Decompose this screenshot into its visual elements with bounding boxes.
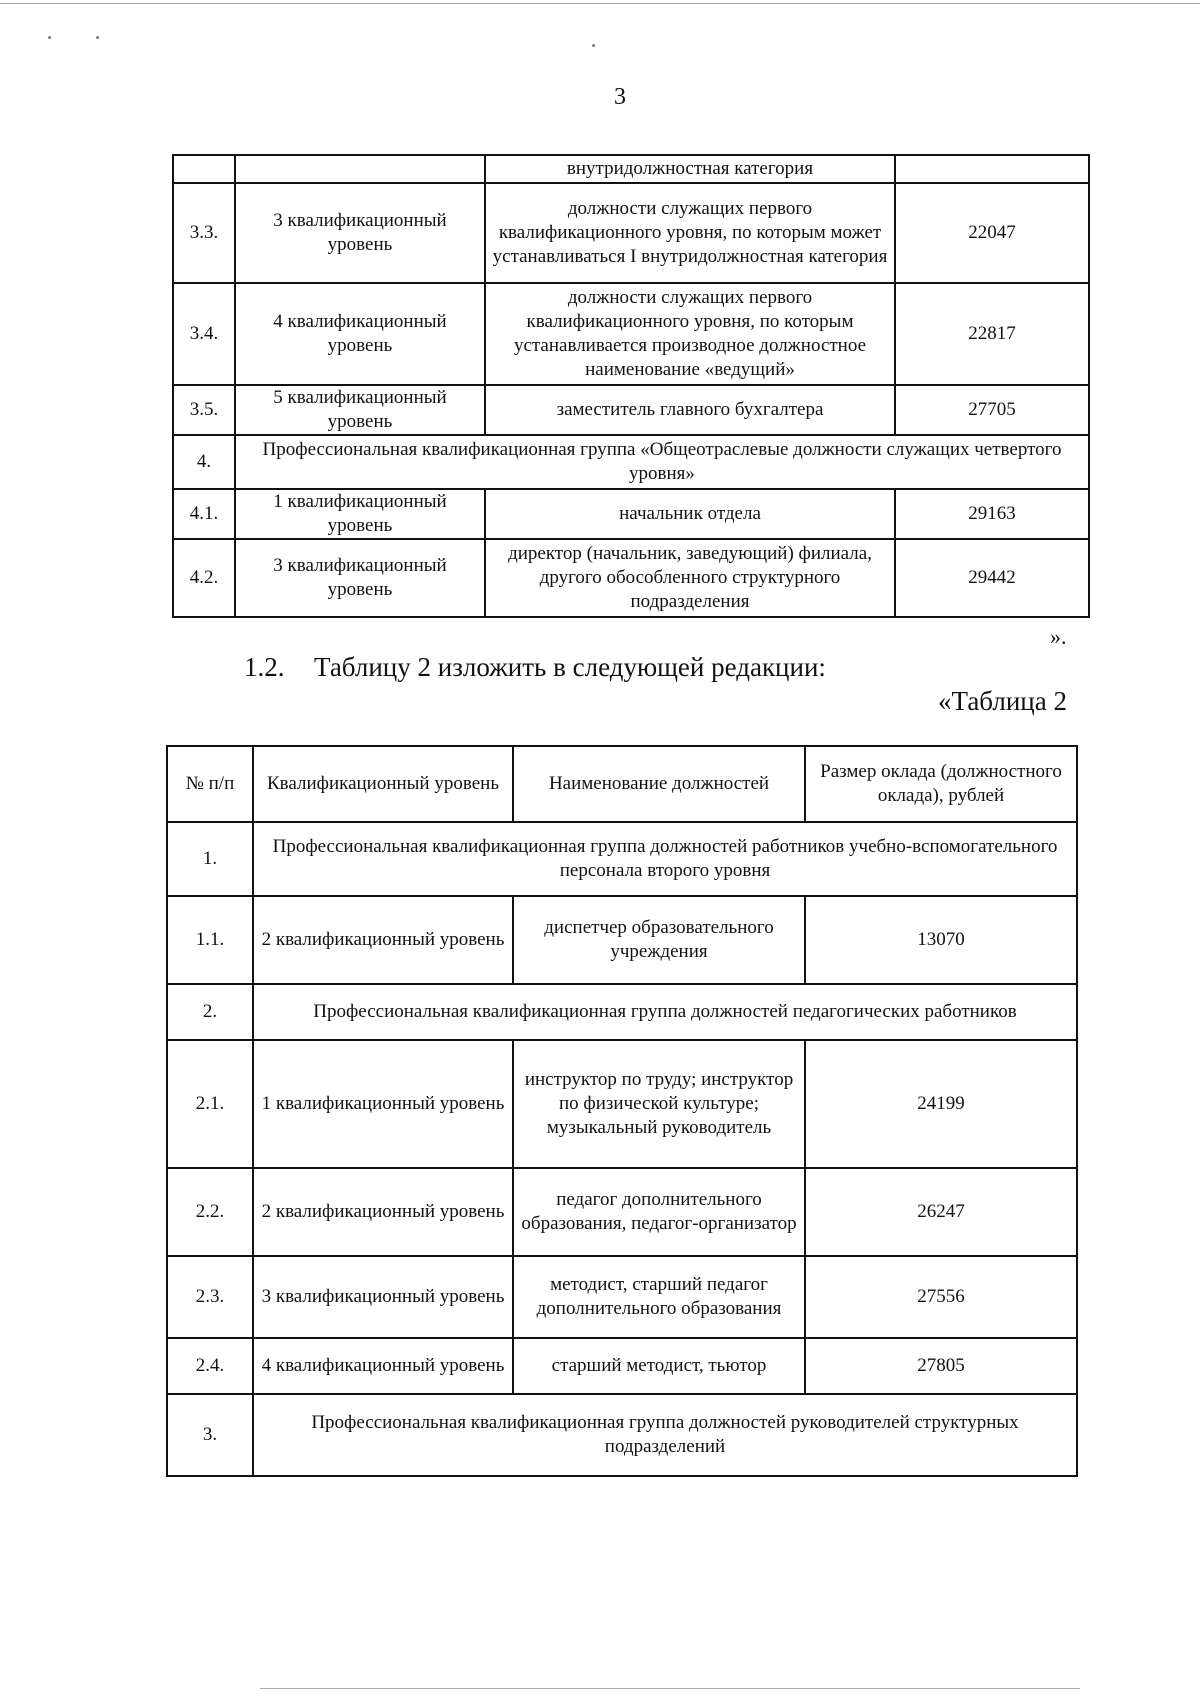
qualification-level: 3 квалификационный уровень	[235, 539, 485, 617]
group-row	[167, 984, 1077, 1040]
column-header: Квалификационный уровень	[253, 746, 513, 822]
table-row	[173, 155, 1089, 183]
row-number: 2.2.	[167, 1168, 253, 1256]
row-number: 2.3.	[167, 1256, 253, 1338]
position-names: методист, старший педагог дополнительного образования	[513, 1256, 805, 1338]
page-number: 3	[614, 84, 626, 110]
scan-speck	[96, 36, 99, 39]
position-names: должности служащих первого квалификационного уровня, по которым может устанавливаться I внутридолжностная категория	[485, 183, 895, 283]
group-row	[167, 822, 1077, 896]
table-caption: «Таблица 2	[938, 686, 1067, 716]
position-names: инструктор по труду; инструктор по физической культуре; музыкальный руководитель	[513, 1040, 805, 1168]
group-title: Профессиональная квалификационная группа должностей работников учебно-вспомогательного персонала второго уровня	[253, 822, 1077, 896]
table-2	[166, 745, 1078, 1477]
salary-value: 27705	[895, 385, 1089, 435]
salary-value: 24199	[805, 1040, 1077, 1168]
table-row	[173, 283, 1089, 385]
row-number: 1.1.	[167, 896, 253, 984]
row-number: 4.2.	[173, 539, 235, 617]
position-names: диспетчер образовательного учреждения	[513, 896, 805, 984]
row-number: 2.1.	[167, 1040, 253, 1168]
row-number: 2.	[167, 984, 253, 1040]
table-row	[173, 183, 1089, 283]
salary-value: 26247	[805, 1168, 1077, 1256]
row-number: 3.3.	[173, 183, 235, 283]
qualification-level: 1 квалификационный уровень	[235, 489, 485, 539]
qualification-level: 4 квалификационный уровень	[235, 283, 485, 385]
row-number: 3.	[167, 1394, 253, 1476]
table-header-row	[167, 746, 1077, 822]
paragraph-text: Таблицу 2 изложить в следующей редакции:	[314, 652, 826, 682]
qualification-level: 4 квалификационный уровень	[253, 1338, 513, 1394]
paragraph-number: 1.2.	[244, 652, 285, 682]
table-row	[167, 1256, 1077, 1338]
position-names: начальник отдела	[485, 489, 895, 539]
qualification-level: 5 квалификационный уровень	[235, 385, 485, 435]
table-row	[173, 489, 1089, 539]
salary-value	[895, 155, 1089, 183]
salary-value: 22047	[895, 183, 1089, 283]
scan-edge-line	[260, 1688, 1080, 1689]
group-title: Профессиональная квалификационная группа «Общеотраслевые должности служащих четвертого уровня»	[235, 435, 1089, 489]
group-title: Профессиональная квалификационная группа должностей руководителей структурных подразделений	[253, 1394, 1077, 1476]
row-number: 4.1.	[173, 489, 235, 539]
table-row	[167, 1338, 1077, 1394]
scan-edge-line	[0, 3, 1200, 4]
salary-value: 22817	[895, 283, 1089, 385]
qualification-level: 2 квалификационный уровень	[253, 896, 513, 984]
salary-value: 13070	[805, 896, 1077, 984]
scan-speck	[48, 36, 51, 39]
row-number: 3.5.	[173, 385, 235, 435]
row-number: 1.	[167, 822, 253, 896]
column-header: Размер оклада (должностного оклада), рублей	[805, 746, 1077, 822]
position-names: педагог дополнительного образования, педагог-организатор	[513, 1168, 805, 1256]
position-names: должности служащих первого квалификационного уровня, по которым устанавливается производное должностное наименование «ведущий»	[485, 283, 895, 385]
scan-speck	[592, 44, 595, 47]
position-names: внутридолжностная категория	[485, 155, 895, 183]
table-row	[173, 539, 1089, 617]
row-number: 2.4.	[167, 1338, 253, 1394]
position-names: директор (начальник, заведующий) филиала, другого обособленного структурного подразделения	[485, 539, 895, 617]
salary-value: 29442	[895, 539, 1089, 617]
table-row	[173, 385, 1089, 435]
qualification-level	[235, 155, 485, 183]
position-names: заместитель главного бухгалтера	[485, 385, 895, 435]
table-row	[167, 896, 1077, 984]
salary-value: 27556	[805, 1256, 1077, 1338]
group-row	[167, 1394, 1077, 1476]
table-row	[167, 1168, 1077, 1256]
qualification-level: 3 квалификационный уровень	[235, 183, 485, 283]
row-number	[173, 155, 235, 183]
table-1-continuation	[172, 154, 1090, 618]
qualification-level: 2 квалификационный уровень	[253, 1168, 513, 1256]
column-header: Наименование должностей	[513, 746, 805, 822]
amendment-paragraph	[244, 652, 826, 683]
salary-value: 27805	[805, 1338, 1077, 1394]
position-names: старший методист, тьютор	[513, 1338, 805, 1394]
qualification-level: 3 квалификационный уровень	[253, 1256, 513, 1338]
row-number: 3.4.	[173, 283, 235, 385]
column-header: № п/п	[167, 746, 253, 822]
table-row	[167, 1040, 1077, 1168]
group-row	[173, 435, 1089, 489]
group-title: Профессиональная квалификационная группа должностей педагогических работников	[253, 984, 1077, 1040]
salary-value: 29163	[895, 489, 1089, 539]
closing-quote-mark: ».	[1050, 624, 1067, 649]
row-number: 4.	[173, 435, 235, 489]
qualification-level: 1 квалификационный уровень	[253, 1040, 513, 1168]
